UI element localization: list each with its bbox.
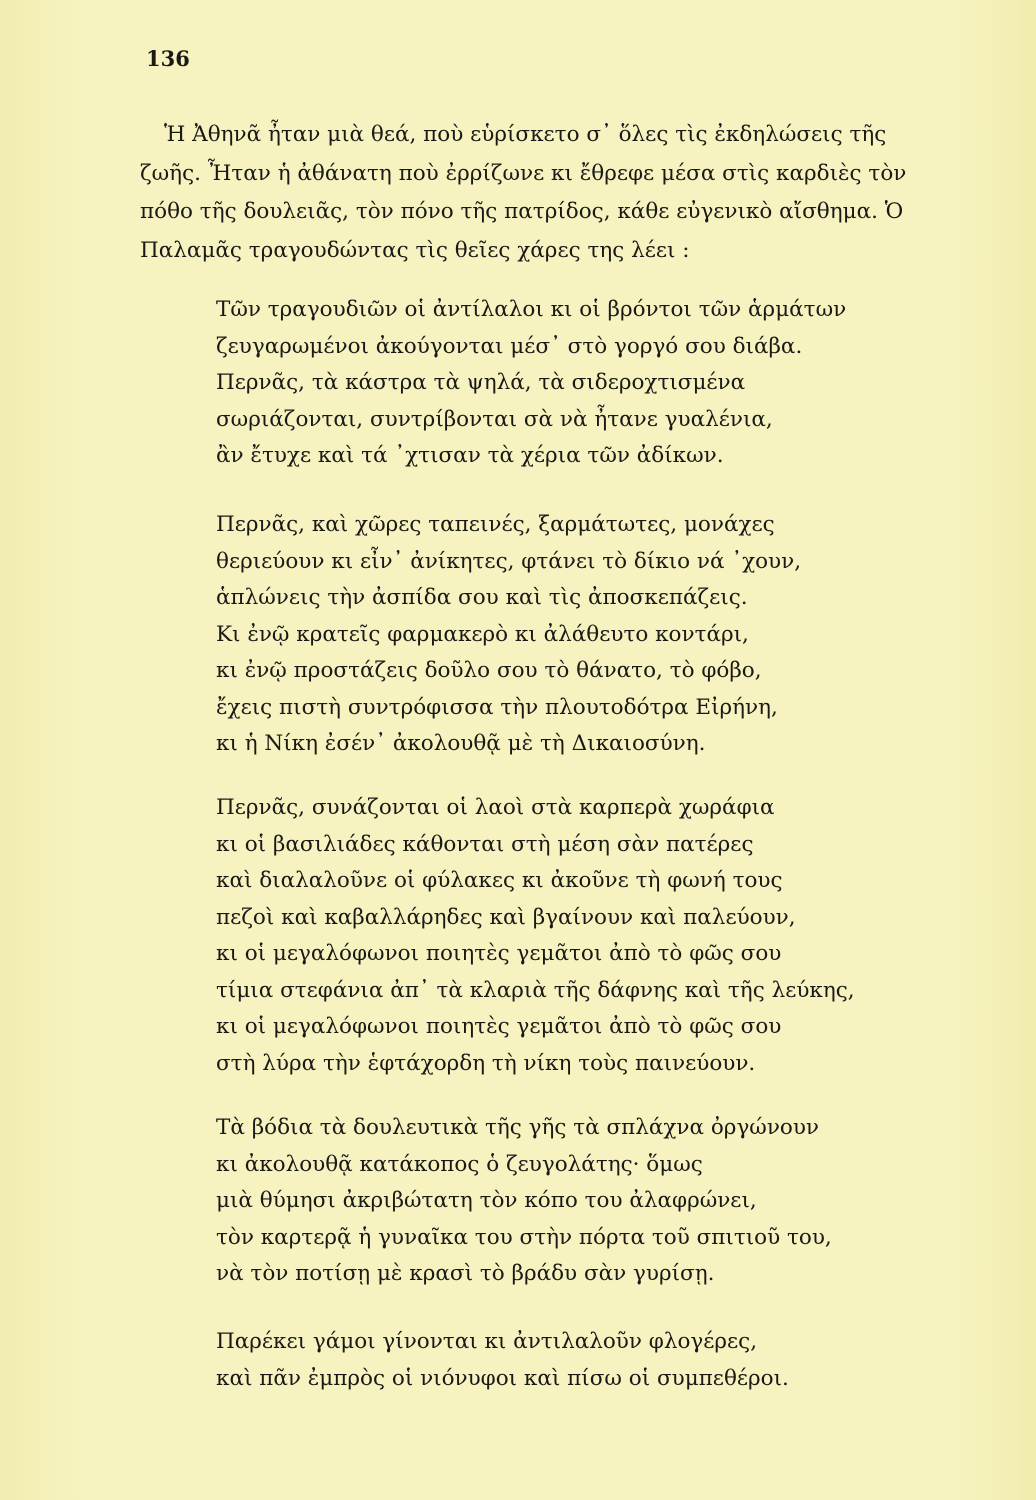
verse-line: Κι ἐνῷ κρατεῖς φαρμακερὸ κι ἀλάθευτο κοντάρι, — [216, 621, 749, 647]
verse-line: καὶ πᾶν ἐμπρὸς οἱ νιόνυφοι καὶ πίσω οἱ συμπεθέροι. — [216, 1365, 789, 1391]
poem-stanza — [216, 507, 976, 763]
verse-line: Τὰ βόδια τὰ δουλευτικὰ τῆς γῆς τὰ σπλάχνα ὀργώνουν — [216, 1115, 819, 1140]
intro-line: πόθο τῆς δουλειᾶς, τὸν πόνο τῆς πατρίδος, κάθε εὐγενικὸ αἴσθημα. Ὁ — [140, 199, 904, 224]
verse-line: κι οἱ βασιλιάδες κάθονται στὴ μέση σὰν πατέρες — [216, 831, 754, 857]
verse-line: πεζοὶ καὶ καβαλλάρηδες καὶ βγαίνουν καὶ παλεύουν, — [216, 904, 796, 930]
intro-line: Παλαμᾶς τραγουδώντας τὶς θεῖες χάρες της λέει : — [140, 237, 690, 263]
verse-line: κι ἡ Νίκη ἐσέν᾽ ἀκολουθᾷ μὲ τὴ Δικαιοσύνη. — [216, 731, 706, 756]
poem-stanza — [216, 292, 976, 475]
poem-stanza — [216, 790, 976, 1082]
verse-line: ἁπλώνεις τὴν ἀσπίδα σου καὶ τὶς ἀποσκεπάζεις. — [216, 585, 748, 610]
verse-line: Περνᾶς, τὰ κάστρα τὰ ψηλά, τὰ σιδεροχτισμένα — [216, 370, 746, 395]
verse-line: ἂν ἔτυχε καὶ τά ᾽χτισαν τὰ χέρια τῶν ἀδίκων. — [216, 443, 724, 468]
verse-line: θεριεύουν κι εἶν᾽ ἀνίκητες, φτάνει τὸ δίκιο νά ᾽χουν, — [216, 548, 802, 574]
verse-line: τίμια στεφάνια ἀπ᾽ τὰ κλαριὰ τῆς δάφνης καὶ τῆς λεύκης, — [216, 977, 855, 1003]
verse-line: κι ἐνῷ προστάζεις δοῦλο σου τὸ θάνατο, τὸ φόβο, — [216, 658, 762, 683]
verse-line: κι οἱ μεγαλόφωνοι ποιητὲς γεμᾶτοι ἀπὸ τὸ φῶς σου — [216, 941, 782, 966]
verse-line: ζευγαρωμένοι ἀκούγονται μέσ᾽ στὸ γοργό σου διάβα. — [216, 333, 803, 359]
poem-stanza — [216, 1110, 976, 1293]
verse-line: Παρέκει γάμοι γίνονται κι ἀντιλαλοῦν φλογέρες, — [216, 1329, 758, 1354]
verse-line: Τῶν τραγουδιῶν οἱ ἀντίλαλοι κι οἱ βρόντοι τῶν ἁρμάτων — [216, 297, 847, 322]
page-number: 136 — [146, 46, 190, 71]
verse-line: σωριάζονται, συντρίβονται σὰ νὰ ἦτανε γυαλένια, — [216, 406, 773, 432]
verse-line: καὶ διαλαλοῦνε οἱ φύλακες κι ἀκοῦνε τὴ φωνή τους — [216, 868, 783, 893]
verse-line: κι οἱ μεγαλόφωνοι ποιητὲς γεμᾶτοι ἀπὸ τὸ φῶς σου — [216, 1014, 782, 1039]
verse-line: ἔχεις πιστὴ συντρόφισσα τὴν πλουτοδότρα Εἰρήνη, — [216, 694, 778, 720]
poem-stanza — [216, 1324, 976, 1397]
verse-line: νὰ τὸν ποτίσῃ μὲ κρασὶ τὸ βράδυ σὰν γυρίσῃ. — [216, 1261, 715, 1286]
verse-line: Περνᾶς, καὶ χῶρες ταπεινές, ξαρμάτωτες, μονάχες — [216, 512, 775, 537]
verse-line: κι ἀκολουθᾷ κατάκοπος ὁ ζευγολάτης· ὅμως — [216, 1151, 703, 1177]
verse-line: μιὰ θύμησι ἀκριβώτατη τὸν κόπο του ἀλαφρώνει, — [216, 1188, 757, 1213]
verse-line: τὸν καρτερᾷ ἡ γυναῖκα του στὴν πόρτα τοῦ σπιτιοῦ του, — [216, 1224, 832, 1250]
intro-paragraph — [140, 116, 980, 270]
intro-line: ζωῆς. Ἦταν ἡ ἀθάνατη ποὺ ἐρρίζωνε κι ἔθρεφε μέσα στὶς καρδιὲς τὸν — [140, 160, 907, 186]
verse-line: Περνᾶς, συνάζονται οἱ λαοὶ στὰ καρπερὰ χωράφια — [216, 795, 775, 820]
verse-line: στὴ λύρα τὴν ἑφτάχορδη τὴ νίκη τοὺς παινεύουν. — [216, 1050, 756, 1076]
intro-line: Ἡ Ἀθηνᾶ ἦταν μιὰ θεά, ποὺ εὑρίσκετο σ᾽ ὅλες τὶς ἐκδηλώσεις τῆς — [164, 122, 887, 147]
